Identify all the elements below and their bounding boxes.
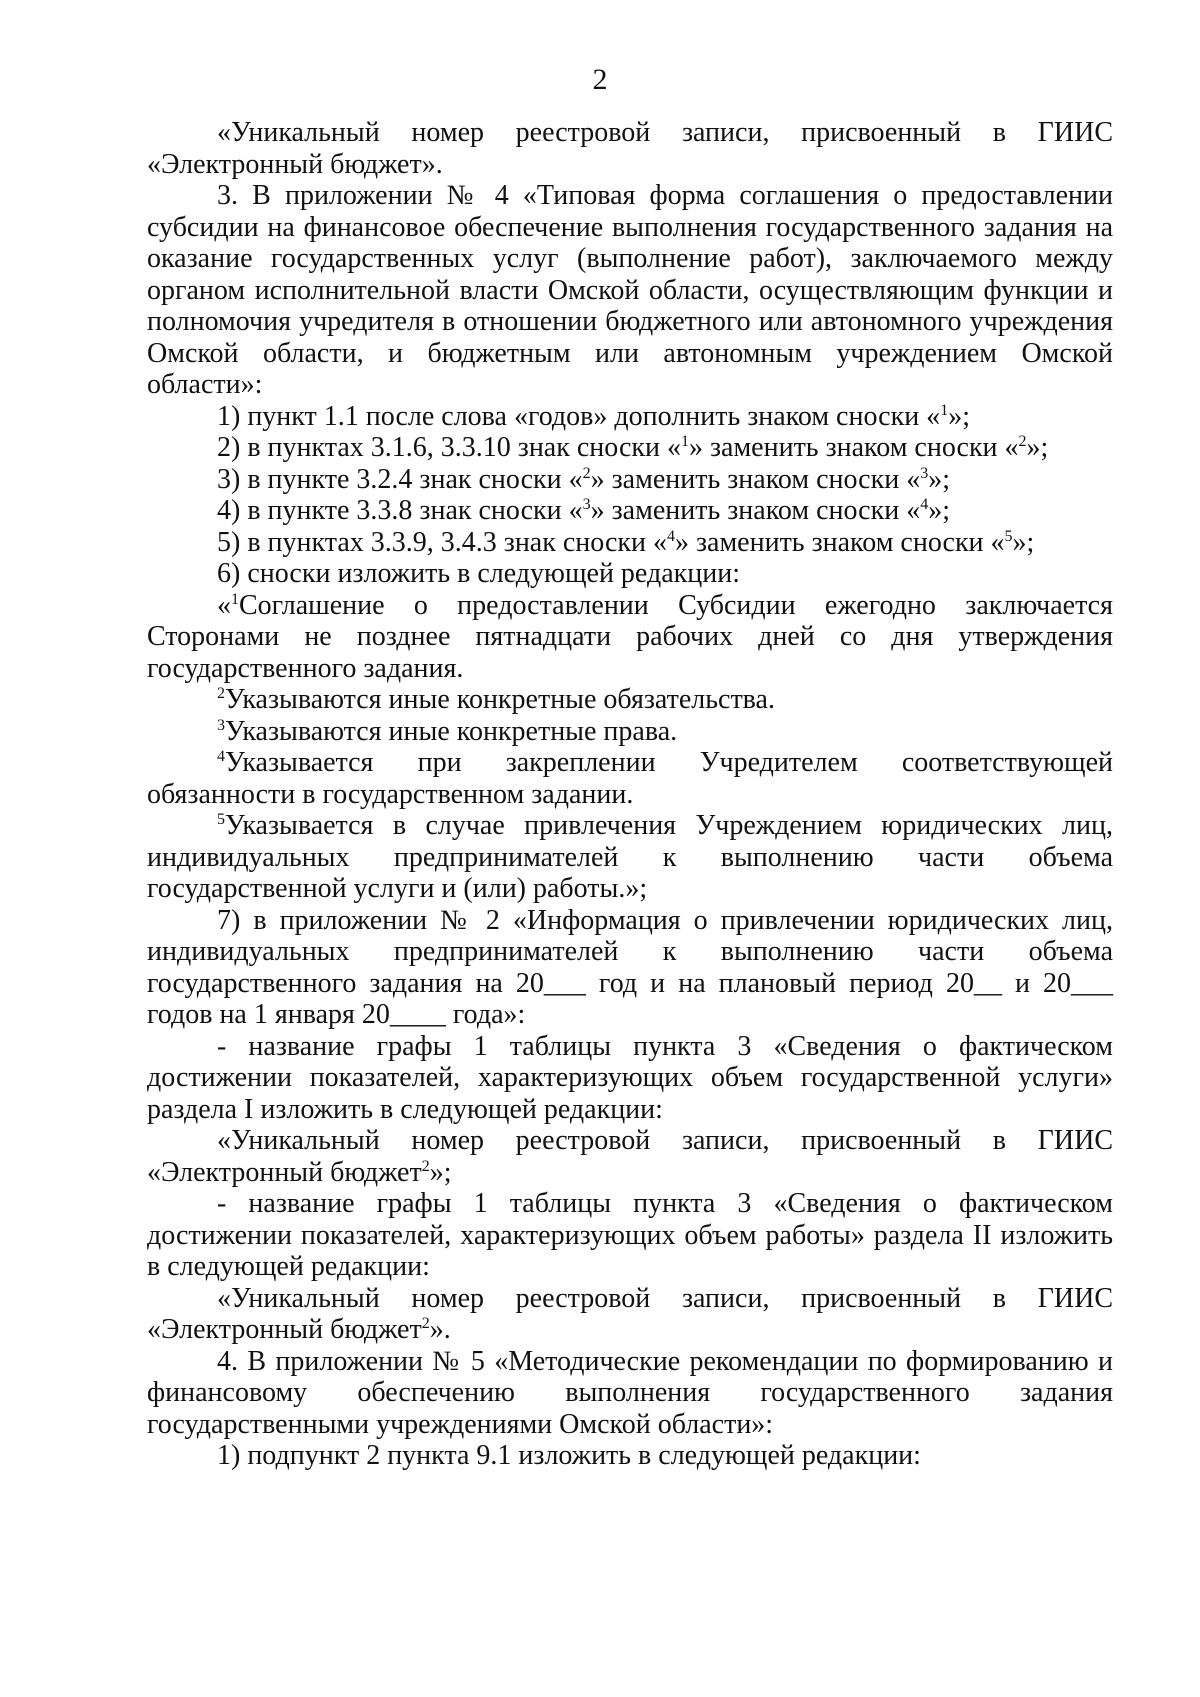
footnote-mark: 5 [1004, 527, 1013, 545]
paragraph-p17 [147, 1188, 1113, 1283]
paragraph-text: 4) в пункте 3.3.8 знак сноски « [217, 495, 583, 526]
footnote-mark: 3 [582, 496, 591, 513]
paragraph-text: Указываются иные конкретные обязательства. [225, 684, 775, 715]
paragraph-text: »; [928, 495, 950, 526]
footnote-mark: 2 [217, 685, 225, 702]
footnote-mark: 1 [940, 401, 949, 419]
paragraph-text: 1) пункт 1.1 после слова «годов» дополнить знаком сноски « [217, 400, 941, 432]
paragraph-text: Указывается в случае привлечения Учреждением юридических лиц, индивидуальных предпринимателей к выполнению части объема государственной услуги и (или) работы.»; [147, 810, 1113, 904]
paragraph-text: Соглашение о предоставлении Субсидии ежегодно заключается Сторонами не позднее пятнадцати рабочих дней со дня утверждения государственного задания. [147, 589, 1113, 684]
footnote-mark: 2 [421, 1157, 430, 1175]
paragraph-p15 [147, 1031, 1113, 1126]
paragraph-text: 3. В приложении № 4 «Типовая форма соглашения о предоставлении субсидии на финансовое обеспечение выполнения государственного задания на оказание государственных услуг (выполнение работ), заключаемого между органом исполнительной власти Омской области, осуществляющим функции и полномочия учредителя в отношении бюджетного или автономного учреждения Омской области, и бюджетным или автономным учреждением Омской области»: [147, 180, 1113, 400]
paragraph-text: » заменить знаком сноски « [590, 495, 921, 526]
paragraph-p1 [147, 117, 1113, 180]
paragraph-p5 [147, 464, 1113, 496]
paragraph-p7 [147, 527, 1113, 559]
document-body [147, 117, 1113, 1472]
page-number: 2 [592, 63, 608, 96]
footnote-mark: 4 [666, 527, 675, 545]
paragraph-text: - название графы 1 таблицы пункта 3 «Сведения о фактическом достижении показателей, характеризующих объем государственной услуги» раздела I изложить в следующей редакции: [147, 1030, 1113, 1125]
paragraph-p18 [147, 1283, 1113, 1346]
paragraph-p19 [147, 1346, 1113, 1441]
paragraph-text: «Уникальный номер реестровой записи, присвоенный в ГИИС «Электронный бюджет [147, 1125, 1113, 1188]
paragraph-text: «Уникальный номер реестровой записи, присвоенный в ГИИС «Электронный бюджет». [147, 117, 1113, 180]
paragraph-text: «Уникальный номер реестровой записи, присвоенный в ГИИС «Электронный бюджет [147, 1282, 1113, 1345]
paragraph-text: » заменить знаком сноски « [674, 526, 1005, 558]
paragraph-p14 [147, 905, 1113, 1031]
paragraph-text: »; [928, 463, 950, 495]
paragraph-p11 [147, 716, 1113, 748]
footnote-mark: 2 [421, 1315, 430, 1332]
paragraph-text: 2) в пунктах 3.1.6, 3.3.10 знак сноски « [217, 432, 681, 463]
paragraph-text: Указываются иные конкретные права. [225, 715, 678, 747]
paragraph-text: « [217, 589, 231, 621]
footnote-mark: 1 [231, 590, 239, 608]
paragraph-text: ». [429, 1314, 451, 1345]
paragraph-text: 3) в пункте 3.2.4 знак сноски « [217, 463, 583, 495]
paragraph-text: 1) подпункт 2 пункта 9.1 изложить в следующей редакции: [217, 1440, 921, 1471]
paragraph-p12 [147, 747, 1113, 810]
paragraph-p9 [147, 590, 1113, 685]
paragraph-text: - название графы 1 таблицы пункта 3 «Сведения о фактическом достижении показателей, характеризующих объем работы» раздела II изложить в следующей редакции: [147, 1188, 1113, 1282]
footnote-mark: 2 [582, 464, 591, 482]
paragraph-text: »; [1012, 526, 1035, 558]
paragraph-p10 [147, 684, 1113, 716]
paragraph-p2 [147, 180, 1113, 401]
paragraph-p4 [147, 432, 1113, 464]
paragraph-text: 4. В приложении № 5 «Методические рекомендации по формированию и финансовому обеспечению выполнения государственного задания государственными учреждениями Омской области»: [147, 1345, 1113, 1440]
paragraph-text: »; [948, 400, 970, 432]
paragraph-p16 [147, 1125, 1113, 1188]
paragraph-p13 [147, 810, 1113, 905]
paragraph-p20 [147, 1440, 1113, 1472]
footnote-mark: 4 [920, 496, 929, 513]
footnote-mark: 4 [217, 748, 225, 765]
paragraph-text: »; [429, 1156, 452, 1188]
paragraph-p3 [147, 401, 1113, 433]
footnote-mark: 2 [1018, 433, 1027, 450]
footnote-mark: 5 [217, 811, 225, 828]
footnote-mark: 3 [920, 464, 929, 482]
paragraph-text: 5) в пунктах 3.3.9, 3.4.3 знак сноски « [217, 526, 667, 558]
footnote-mark: 1 [680, 433, 689, 450]
paragraph-text: 7) в приложении № 2 «Информация о привлечении юридических лиц, индивидуальных предпринимателей к выполнению части объема государственного задания на 20___ год и на плановый период 20__ и 20___ годов на 1 января 20____ года»: [147, 904, 1113, 1030]
paragraph-p8 [147, 558, 1113, 590]
paragraph-text: » заменить знаком сноски « [688, 432, 1019, 463]
paragraph-text: »; [1026, 432, 1049, 463]
paragraph-text: 6) сноски изложить в следующей редакции: [217, 558, 740, 589]
footnote-mark: 3 [217, 716, 225, 734]
paragraph-text: » заменить знаком сноски « [590, 463, 921, 495]
paragraph-p6 [147, 495, 1113, 527]
paragraph-text: Указывается при закреплении Учредителем соответствующей обязанности в государственном задании. [147, 747, 1113, 810]
